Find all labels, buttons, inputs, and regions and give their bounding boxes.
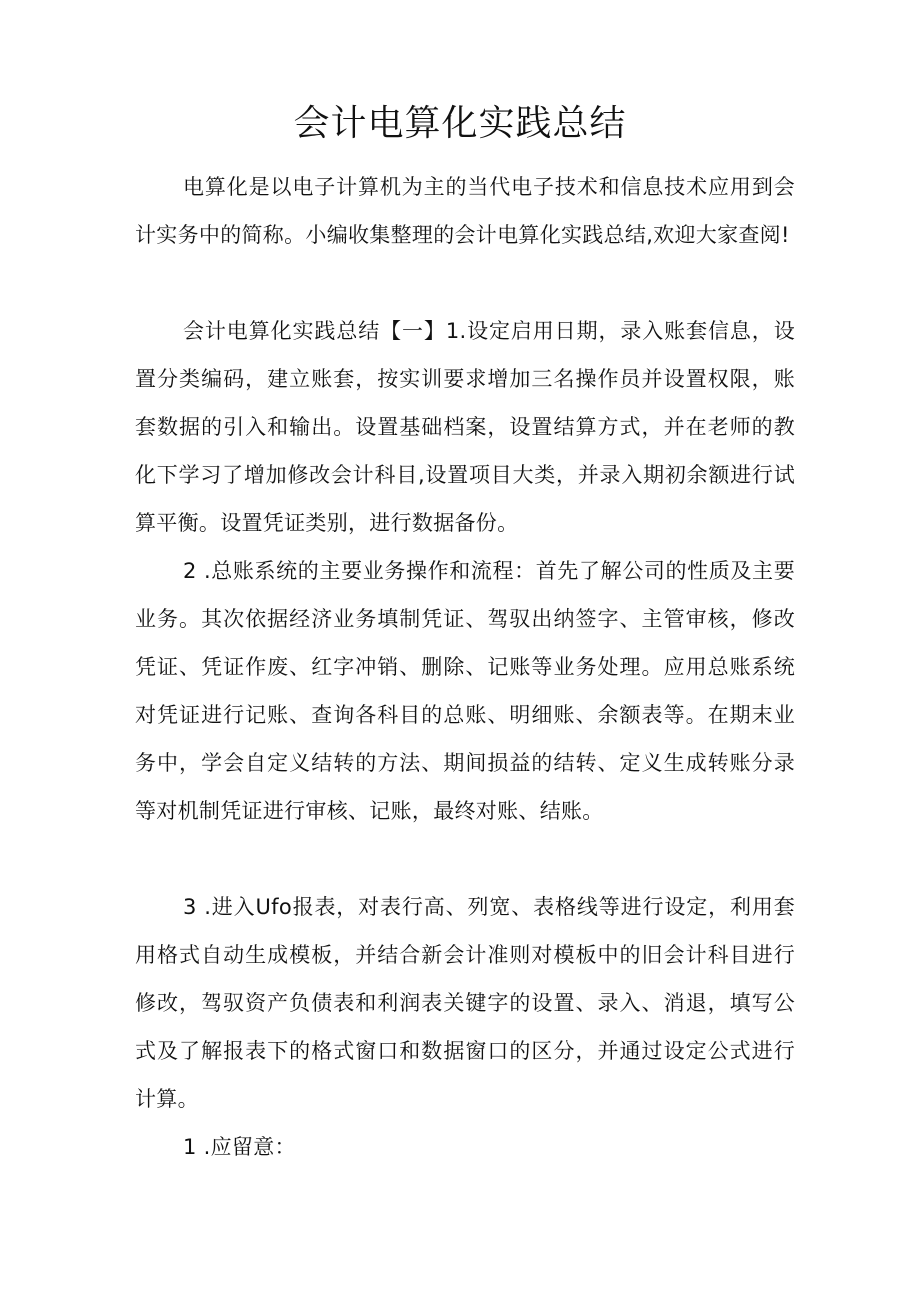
ufo-report-paragraph: 3 .进入Ufo报表，对表行高、列宽、表格线等进行设定，利用套用格式自动生成模板，并结合新会计准则对模板中的旧会计科目进行修改，驾驭资产负债表和利润表关键字的设置、录入、消退，填写公式及了解报表下的格式窗口和数据窗口的区分，并通过设定公式进行计算。 [135, 895, 795, 1111]
section-one-paragraph: 会计电算化实践总结【一】1.设定启用日期，录入账套信息，设置分类编码，建立账套，按实训要求增加三名操作员并设置权限，账套数据的引入和输出。设置基础档案，设置结算方式，并在老师的教化下学习了增加修改会计科目,设置项目大类，并录入期初余额进行试算平衡。设置凭证类别，进行数据备份。 [135, 319, 795, 535]
general-ledger-paragraph: 2 .总账系统的主要业务操作和流程：首先了解公司的性质及主要业务。其次依据经济业务填制凭证、驾驭出纳签字、主管审核，修改凭证、凭证作废、红字冲销、删除、记账等业务处理。应用总账系统对凭证进行记账、查询各科目的总账、明细账、余额表等。在期末业务中，学会自定义结转的方法、期间损益的结转、定义生成转账分录等对机制凭证进行审核、记账，最终对账、结账。 [135, 559, 795, 823]
document-title: 会计电算化实践总结 [293, 103, 627, 144]
notes-heading-paragraph: 1 .应留意： [183, 1135, 296, 1159]
intro-paragraph: 电算化是以电子计算机为主的当代电子技术和信息技术应用到会计实务中的简称。小编收集整理的会计电算化实践总结,欢迎大家查阅! [135, 175, 795, 247]
